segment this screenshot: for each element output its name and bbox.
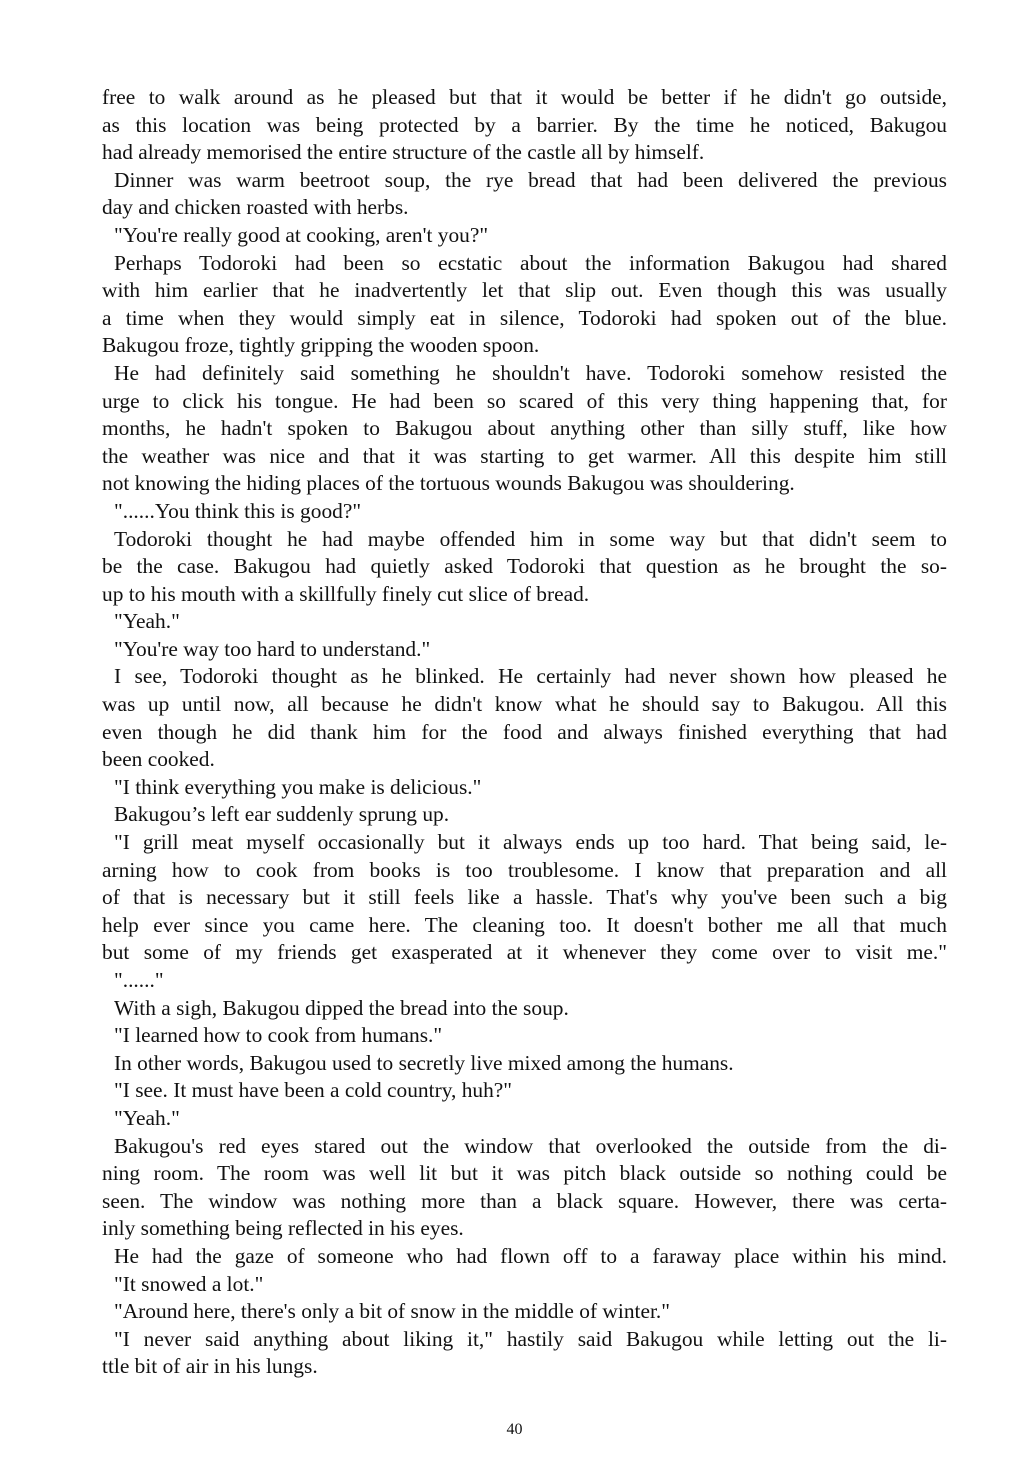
text-line: "......You think this is good?" — [114, 498, 362, 523]
text-line: With a sigh, Bakugou dipped the bread into the soup. — [114, 995, 569, 1020]
text-line: free to walk around as he pleased but that it would be better if he didn't go outside, — [102, 85, 947, 109]
text-line: "I learned how to cook from humans." — [114, 1023, 443, 1048]
text-line: Bakugou's red eyes stared out the window that overlooked the outside from the di- — [114, 1133, 947, 1158]
text-line: had already memorised the entire structure of the castle all by himself. — [102, 140, 705, 165]
text-line: ning room. The room was well lit but it was pitch black outside so nothing could be — [102, 1161, 947, 1186]
text-line: "You're really good at cooking, aren't you?" — [114, 222, 489, 247]
text-line: seen. The window was nothing more than a black square. However, there was certa- — [102, 1188, 947, 1213]
text-line: the weather was nice and that it was starting to get warmer. All this despite him still — [102, 443, 947, 468]
text-line: Dinner was warm beetroot soup, the rye bread that had been delivered the previous — [114, 167, 947, 192]
text-line: Bakugou’s left ear suddenly sprung up. — [114, 802, 450, 827]
text-line: "I never said anything about liking it," hastily said Bakugou while letting out the li- — [114, 1326, 947, 1351]
text-line: He had the gaze of someone who had flown off to a faraway place within his mind. — [114, 1243, 947, 1268]
text-line: been cooked. — [102, 747, 215, 772]
text-line: "Yeah." — [114, 1105, 180, 1130]
text-line: help ever since you came here. The cleaning too. It doesn't bother me all that much — [102, 912, 947, 937]
text-line: as this location was being protected by a barrier. By the time he noticed, Bakugou — [102, 112, 947, 137]
text-line: "I grill meat myself occasionally but it always ends up too hard. That being said, le- — [114, 830, 947, 855]
text-line: with him earlier that he inadvertently let that slip out. Even though this was usually — [102, 278, 947, 303]
text-line: day and chicken roasted with herbs. — [102, 195, 409, 220]
text-line: "......" — [114, 968, 164, 992]
text-line: inly something being reflected in his eyes. — [102, 1216, 464, 1241]
text-line: up to his mouth with a skillfully finely cut slice of bread. — [102, 581, 590, 606]
text-line: "I think everything you make is delicious." — [114, 774, 482, 799]
text-line: be the case. Bakugou had quietly asked Todoroki that question as he brought the so- — [102, 554, 947, 579]
text-line: even though he did thank him for the food and always finished everything that had — [102, 719, 947, 744]
text-line: "Around here, there's only a bit of snow in the middle of winter." — [114, 1299, 670, 1324]
text-line: not knowing the hiding places of the tortuous wounds Bakugou was shouldering. — [102, 471, 795, 496]
text-line: Perhaps Todoroki had been so ecstatic about the information Bakugou had shared — [114, 250, 947, 275]
body-text — [102, 84, 947, 1381]
text-line: Todoroki thought he had maybe offended him in some way but that didn't seem to — [114, 526, 947, 551]
text-line: of that is necessary but it still feels like a hassle. That's why you've been such a big — [102, 885, 947, 910]
text-line: months, he hadn't spoken to Bakugou about anything other than silly stuff, like how — [102, 416, 947, 441]
text-line: "Yeah." — [114, 609, 180, 634]
text-line: ttle bit of air in his lungs. — [102, 1354, 318, 1379]
text-line: "I see. It must have been a cold country, huh?" — [114, 1078, 513, 1103]
text-line: urge to click his tongue. He had been so scared of this very thing happening that, for — [102, 388, 947, 413]
text-line: "It snowed a lot." — [114, 1271, 264, 1296]
text-line: In other words, Bakugou used to secretly live mixed among the humans. — [114, 1050, 734, 1075]
page-number: 40 — [506, 1421, 523, 1438]
text-line: a time when they would simply eat in silence, Todoroki had spoken out of the blue. — [102, 305, 947, 330]
text-line: Bakugou froze, tightly gripping the wooden spoon. — [102, 333, 540, 358]
text-line: arning how to cook from books is too troublesome. I know that preparation and all — [102, 857, 947, 882]
text-line: He had definitely said something he shouldn't have. Todoroki somehow resisted the — [114, 360, 947, 385]
text-line: "You're way too hard to understand." — [114, 636, 431, 661]
text-line: I see, Todoroki thought as he blinked. He certainly had never shown how pleased he — [114, 664, 947, 689]
text-line: but some of my friends get exasperated at it whenever they come over to visit me." — [102, 940, 947, 965]
text-line: was up until now, all because he didn't know what he should say to Bakugou. All this — [102, 692, 947, 717]
